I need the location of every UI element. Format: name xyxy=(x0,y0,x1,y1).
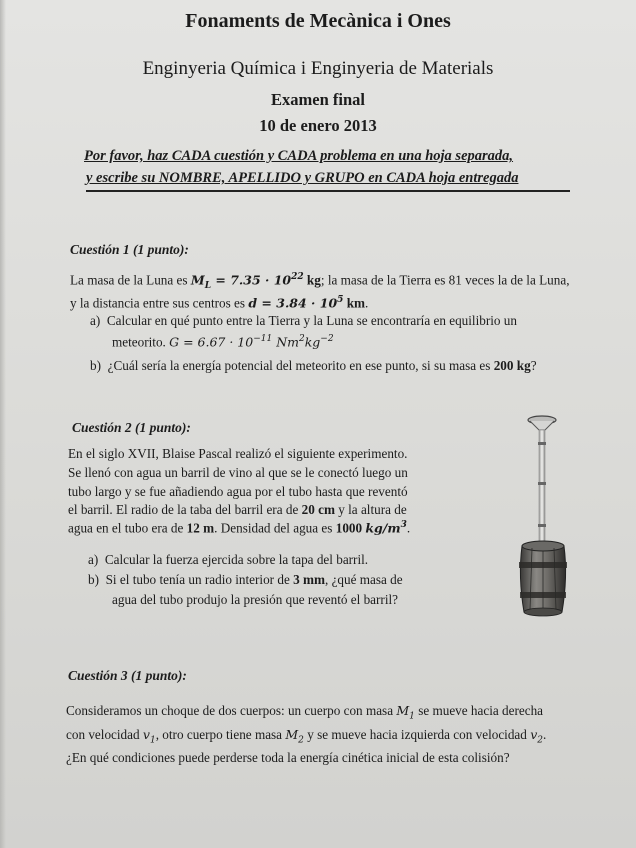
q2-line-3: tubo largo y se fue añadiendo agua por el tubo hasta que reventó xyxy=(68,484,408,499)
notice-line-1: Por favor, haz CADA cuestión y CADA problema en una hoja separada, xyxy=(84,148,514,164)
exam-date: 10 de enero 2013 xyxy=(259,116,377,135)
q1-item-b: b) ¿Cuál sería la energía potencial del meteorito en ese punto, si su masa es 200 kg? xyxy=(90,358,537,373)
q1-line-1: La masa de la Luna es $M_L = 7.35 \cdot 10^{22}$ kg; la masa de la Tierra es 81 veces la de la Luna, xyxy=(70,272,570,292)
pascal-barrel-icon xyxy=(516,412,580,622)
notice-line-2: y escribe su NOMBRE, APELLIDO y GRUPO en CADA hoja entregada xyxy=(86,170,519,186)
q1-item-a-line-2: meteorito. $G = 6.67 \cdot 10^{-11}$ $Nm^2kg^{-2}$ xyxy=(112,334,334,350)
q3-line-1: Consideramos un choque de dos cuerpos: un cuerpo con masa $M_1$ se mueve hacia derecha xyxy=(66,703,544,722)
q2-line-4: el barril. El radio de la taba del barril era de 20 cm y la altura de xyxy=(68,502,407,517)
q3-heading: Cuestión 3 (1 punto): xyxy=(68,668,187,683)
q2-line-5: agua en el tubo era de 12 m. Densidad del agua es 1000 $kg/m^3$. xyxy=(68,520,411,536)
q2-item-a: a) Calcular la fuerza ejercida sobre la tapa del barril. xyxy=(88,552,369,567)
q2-item-b: b) Si el tubo tenía un radio interior de 3 mm, ¿qué masa de xyxy=(88,572,403,587)
q2-item-b-line-2: agua del tubo produjo la presión que reventó el barril? xyxy=(112,592,398,607)
notice-underline xyxy=(86,190,570,192)
q2-line-2: Se llenó con agua un barril de vino al que se le conectó luego un xyxy=(68,465,408,480)
q1-line-2: y la distancia entre sus centros es $d = 3.84 \cdot 10^5$ km. xyxy=(70,295,369,311)
q3-line-3: ¿En qué condiciones puede perderse toda la energía cinética inicial de esta colisión? xyxy=(66,750,510,765)
q1-item-a: a) Calcular en qué punto entre la Tierra y la Luna se encontraría en equilibrio un xyxy=(90,313,517,328)
degree-title: Enginyeria Química i Enginyeria de Materials xyxy=(142,58,494,79)
q2-line-1: En el siglo XVII, Blaise Pascal realizó el siguiente experimento. xyxy=(68,446,408,461)
exam-type: Examen final xyxy=(271,90,365,109)
q2-heading: Cuestión 2 (1 punto): xyxy=(72,420,191,435)
q1-heading: Cuestión 1 (1 punto): xyxy=(70,242,189,257)
q3-line-2: con velocidad $v_1$, otro cuerpo tiene masa $M_2$ y se mueve hacia izquierda con velocidad $v_2$. xyxy=(66,727,547,746)
course-title: Fonaments de Mecànica i Ones xyxy=(185,10,451,32)
